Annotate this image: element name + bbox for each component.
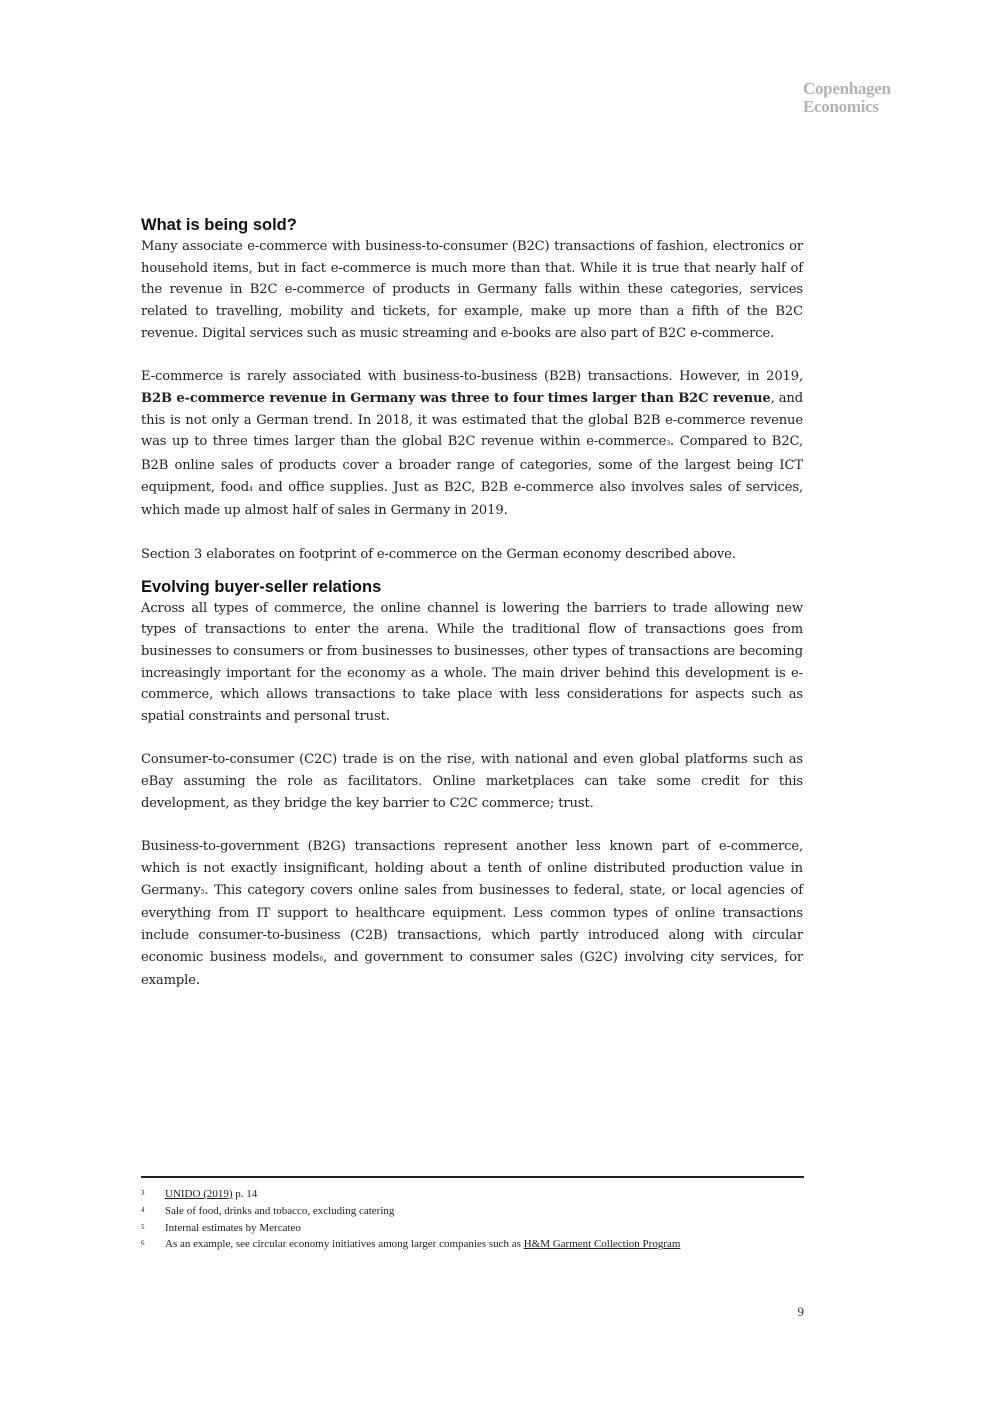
footnote <box>141 1186 804 1203</box>
footnote <box>141 1220 804 1237</box>
footnote-ref[interactable]: 6 <box>319 955 324 963</box>
company-logo <box>803 80 891 116</box>
footnote <box>141 1203 804 1220</box>
section-heading: Evolving buyer-seller relations <box>141 577 382 596</box>
bold-text: B2B e-commerce revenue in Germany was three to four times larger than B2C revenue <box>141 390 771 406</box>
footnote-text: Internal estimates by Mercateo <box>165 1221 301 1234</box>
footnote-link[interactable]: UNIDO (2019) <box>165 1188 233 1200</box>
footnote-link[interactable]: H&M Garment Collection Program <box>523 1238 681 1251</box>
footnote-number: 5 <box>141 1222 145 1231</box>
footnote-ref[interactable]: 5 <box>200 888 205 896</box>
paragraph <box>141 366 803 522</box>
text-span: Business-to-government (B2G) transactions represent another less known part of e-commerce, which is not exactly insignificant, holding about a tenth of online distributed production value in Germany <box>141 839 803 898</box>
text-span: , and government to consumer sales (G2C) involving city services, for example. <box>141 949 803 989</box>
footnote-divider <box>141 1176 804 1178</box>
footnote-number: 3 <box>141 1189 145 1197</box>
footnote-text: Sale of food, drinks and tobacco, excluding catering <box>165 1204 395 1217</box>
paragraph: Consumer-to-consumer (C2C) trade is on the rise, with national and even global platforms such as eBay assuming the role as facilitators. Online marketplaces can take some credit for this development, as they bridge the key barrier to C2C commerce; trust. <box>141 752 803 811</box>
footnote-ref[interactable]: 3 <box>666 440 671 448</box>
text-span: As an example, see circular economy initiatives among larger companies such as <box>165 1238 524 1251</box>
main-content <box>141 214 803 1014</box>
text-span: E-commerce is rarely associated with business-to-business (B2B) transactions. However, in 2019, <box>141 369 803 385</box>
footnote-number: 4 <box>141 1205 145 1214</box>
text-span: p. 14 <box>232 1188 258 1200</box>
paragraph: Section 3 elaborates on footprint of e-commerce on the German economy described above. <box>141 546 736 562</box>
footnote-text <box>165 1236 680 1253</box>
footnote-number: 6 <box>141 1239 145 1248</box>
text-span: . This category covers online sales from businesses to federal, state, or local agencies of everything from IT support to healthcare equipment. Less common types of online transactions include consumer-to-business (C2B) transactions, which partly introduced along with circular economic business models <box>141 882 803 965</box>
text-span: and office supplies. Just as B2C, B2B e-commerce also involves sales of services, which made up almost half of sales in Germany in 2019. <box>141 479 803 519</box>
footnotes <box>141 1176 804 1253</box>
footnote-text <box>165 1186 257 1203</box>
paragraph: Across all types of commerce, the online channel is lowering the barriers to trade allowing new types of transactions to enter the arena. While the traditional flow of transactions goes from businesses to consumers or from businesses to businesses, other types of transactions are becoming increasingly important for the economy as a whole. The main driver behind this development is e-commerce, which allows transactions to take place with less considerations for aspects such as spatial constraints and personal trust. <box>141 600 803 725</box>
logo-line-2: Economics <box>803 97 879 116</box>
text-span: . Compared to B2C, B2B online sales of products cover a broader range of categories, some of the largest being ICT equipment, food <box>141 434 803 495</box>
section-heading: What is being sold? <box>141 216 297 234</box>
footnote <box>141 1236 804 1253</box>
paragraph <box>141 836 803 992</box>
paragraph: Many associate e-commerce with business-to-consumer (B2C) transactions of fashion, electronics or household items, but in fact e-commerce is much more than that. While it is true that nearly half of the revenue in B2C e-commerce of products in Germany falls within these categories, services related to travelling, mobility and tickets, for example, make up more than a fifth of the B2C revenue. Digital services such as music streaming and e-books are also part of B2C e-commerce. <box>141 239 803 341</box>
page-number: 9 <box>797 1304 804 1319</box>
footnote-ref[interactable]: 4 <box>249 485 253 493</box>
text-span: , and this is not only a German trend. In 2018, it was estimated that the global B2B e-commerce revenue was up to three times larger than the global B2C revenue within e-commerce <box>141 390 803 450</box>
logo-line-1: Copenhagen <box>803 79 891 98</box>
